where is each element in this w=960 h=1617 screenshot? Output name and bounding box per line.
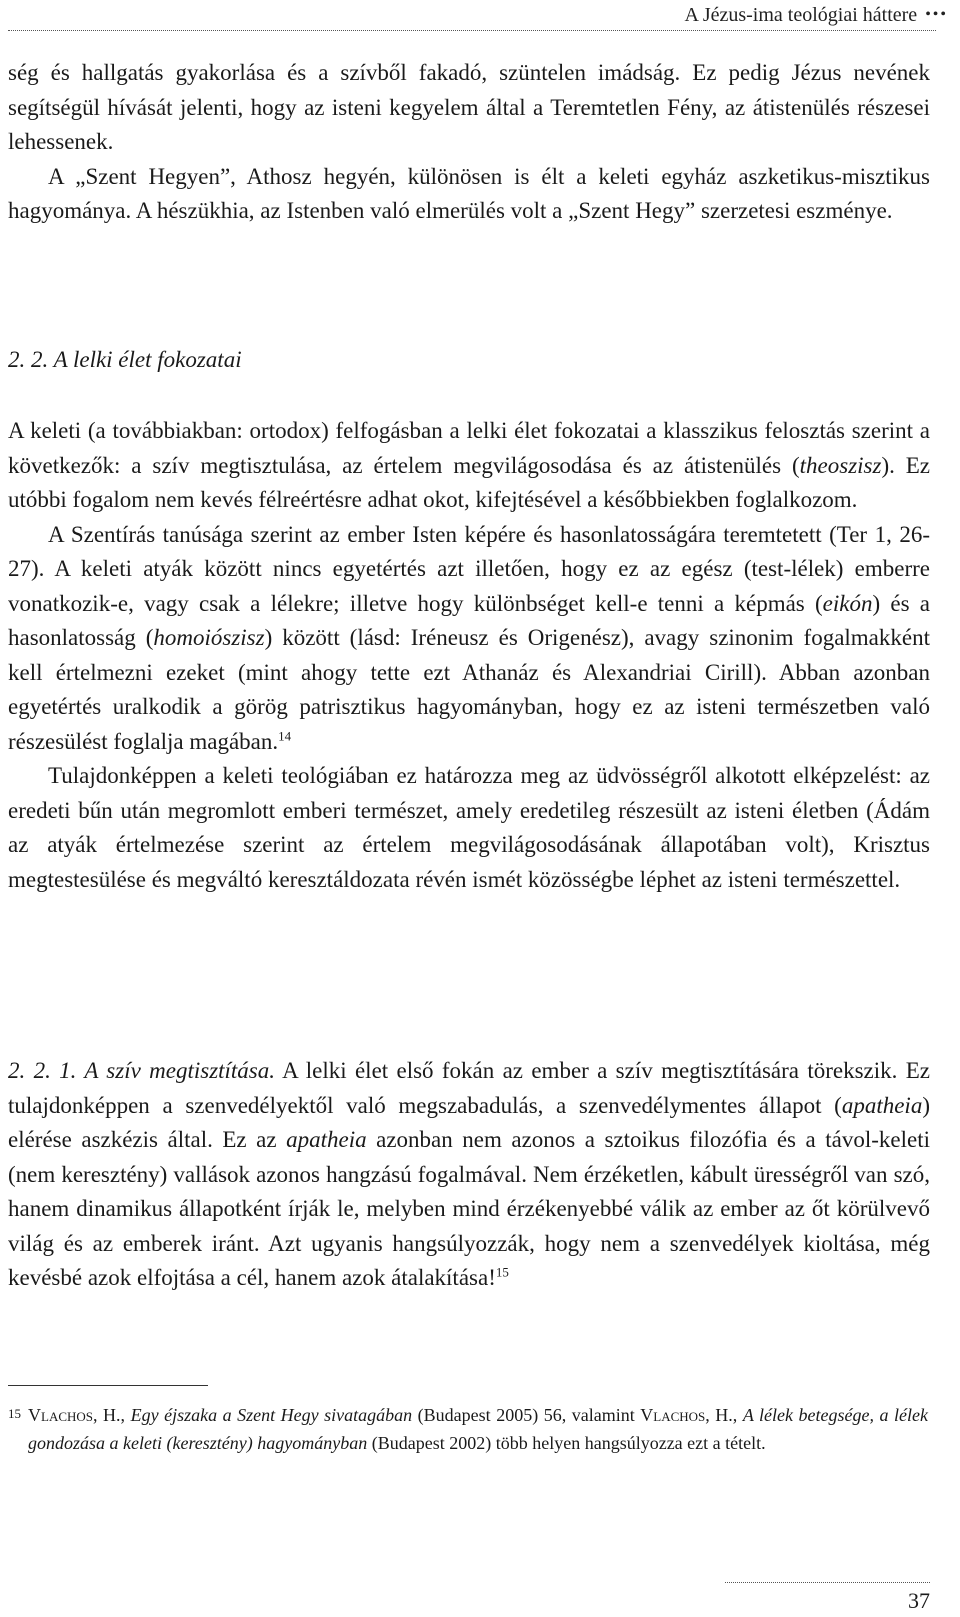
term-apatheia-1: apatheia <box>841 1092 923 1118</box>
section-paragraph-3: Tulajdonképpen a keleti teológiában ez határozza meg az üdvösségről alkotott elképzelést: az eredeti bűn után megromlott emberi természet, amely eredetileg részesült az isteni életben (Ádám az atyák értelmezése szerint az értelem megvilágosodásának állapotában volt), Krisztus megtestesülése és megváltó keresztáldozata révén ismét közösségbe léphet az isteni természettel. <box>8 763 930 892</box>
intro-paragraph-2: A „Szent Hegyen”, Athosz hegyén, különösen is élt a keleti egyház aszketikus-misztikus hagyománya. A hészükhia, az Istenben való elmerülés volt a „Szent Hegy” szerzetesi eszménye. <box>8 163 930 223</box>
subsection-paragraph: 2. 2. 1. A szív megtisztítása. A lelki élet első fokán az ember a szív megtisztítására törekszik. Ez tulajdonképpen a szenvedélyektől való megszabadulás, a szenvedélymentes állapot (apatheia) elérése aszkézis által. Ez az apatheia azonban nem azonos a sztoikus filozófia és a távol-keleti (nem keresztény) vallások azonos hangzású fogalmával. Nem érzéketlen, kábult ürességről van szó, hanem dinamikus állapotként írják le, melyben mind érzékenyebbé válik az ember az őt körülvevő világ és az emberek iránt. Azt ugyanis hangsúlyozzák, hogy nem a szenvedélyek kioltása, még kevésbé azok elfojtása a cél, hanem azok átalakítása!$^{15}$ <box>8 1058 930 1290</box>
section-paragraph-2: A Szentírás tanúsága szerint az ember Isten képére és hasonlatosságára teremtetett (Ter 1, 26-27). A keleti atyák között nincs egyetértés azt illetően, hogy ez az egész (test-lélek) emberre vonatkozik-e, vagy csak a lélekre; illetve hogy különbséget kell-e tenni a képmás (eikón) és a hasonlatosság (homoiószisz) között (lásd: Iréneusz és Origenész), avagy szinonim fogalmakként kell értelmezni ezeket (mint ahogy tette ezt Athanáz és Alexandriai Cirill). Abban azonban egyetértés uralkodik a görög patrisztikus hagyományban, hogy ez az isteni természetben való részesülést foglalja magában.$^{14}$ <box>8 521 930 754</box>
footnote-author-2: Vlachos <box>640 1405 706 1425</box>
subsection-title: 2. 2. 1. A szív megtisztítása. <box>8 1058 276 1083</box>
section-heading: 2. 2. A lelki élet fokozatai <box>8 347 242 372</box>
footnote-rule <box>8 1385 208 1386</box>
intro-text <box>8 56 930 229</box>
footnote-ref-14: 14 <box>278 727 292 743</box>
term-homoioszisz: homoiószisz <box>153 625 265 650</box>
footnote-title-2: A lélek betegsége, a lélek gondozása a keleti (keresztény) hagyományban <box>28 1405 929 1453</box>
footnote-author-1: Vlachos <box>28 1405 94 1425</box>
ornament-dots: ••• <box>925 6 948 23</box>
footnote-text: Vlachos, H., Egy éjszaka a Szent Hegy sivatagában (Budapest 2005) 56, valamint Vlachos, H., A lélek betegsége, a lélek gondozása a keleti (keresztény) hagyományban (Budapest 2002) több helyen hangsúlyozza ezt a tételt. <box>28 1405 929 1453</box>
section-body <box>8 414 930 897</box>
term-theoszisz: theoszisz <box>799 452 882 478</box>
footnote-title-1: Egy éjszaka a Szent Hegy sivatagában <box>130 1405 413 1425</box>
subsection-body <box>8 1054 930 1296</box>
bottom-rule <box>725 1582 930 1583</box>
term-apatheia-2: apatheia <box>286 1127 367 1152</box>
term-eikon: eikón <box>822 590 873 616</box>
top-rule <box>8 30 936 31</box>
section-paragraph-1: A keleti (a továbbiakban: ortodox) felfogásban a lelki élet fokozatai a klasszikus felosztás szerint a következők: a szív megtisztulása, az értelem megvilágosodása és az átistenülés (theoszisz). Ez utóbbi fogalom nem kevés félreértésre adhat okot, kifejtésével a későbbiekben foglalkozom. <box>8 418 930 512</box>
page-number: 37 <box>908 1588 930 1613</box>
intro-paragraph-1: ség és hallgatás gyakorlása és a szívből fakadó, szüntelen imádság. Ez pedig Jézus nevének segítségül hívását jelenti, hogy az isteni kegyelem által a Teremtetlen Fény, az átistenülés részesei lehessenek. <box>8 60 930 154</box>
running-head <box>684 2 948 30</box>
running-title: A Jézus-ima teológiai háttere <box>684 4 918 26</box>
footnote-number: 15 <box>8 1406 21 1421</box>
footnote-15 <box>8 1402 928 1457</box>
footnote-ref-15: 15 <box>495 1264 509 1280</box>
